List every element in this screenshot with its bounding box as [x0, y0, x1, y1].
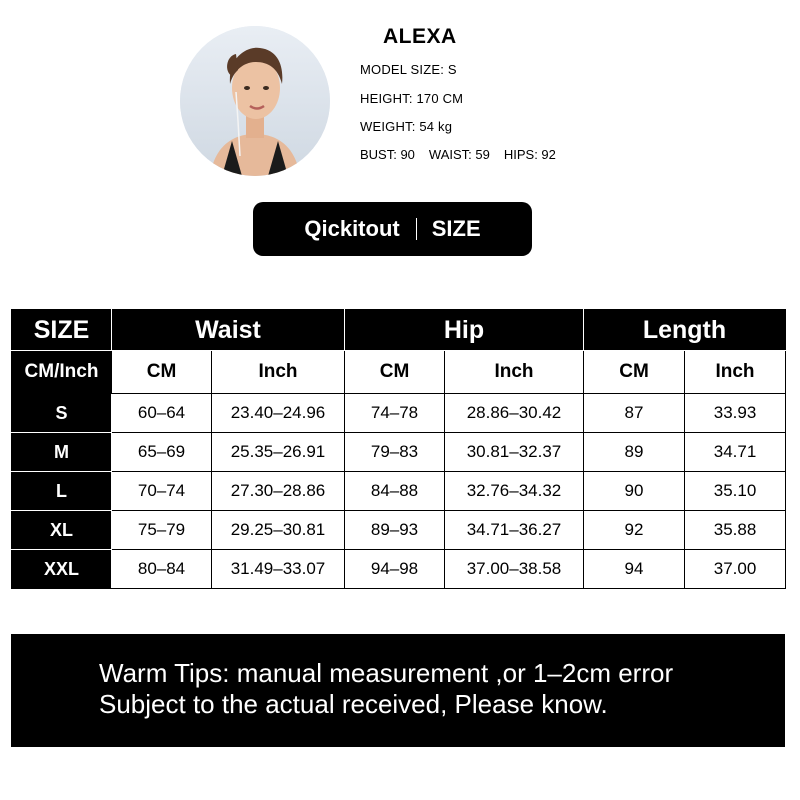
table-cell: 89–93: [345, 511, 445, 550]
table-cell: 75–79: [112, 511, 212, 550]
size-cell: S: [12, 394, 112, 433]
brand-banner: [253, 202, 532, 256]
table-cell: 74–78: [345, 394, 445, 433]
table-cell: 31.49–33.07: [212, 550, 345, 589]
waist-header: Waist: [112, 310, 345, 351]
model-measurements: [360, 147, 556, 162]
table-cell: 35.10: [685, 472, 786, 511]
unit-header: Inch: [212, 351, 345, 394]
table-row: [12, 550, 786, 589]
unit-row: [12, 351, 786, 394]
table-cell: 87: [584, 394, 685, 433]
warm-tips-banner: [11, 634, 785, 747]
table-row: [12, 394, 786, 433]
table-cell: 27.30–28.86: [212, 472, 345, 511]
tips-line-2: Subject to the actual received, Please know.: [99, 689, 608, 719]
model-weight: WEIGHT: 54 kg: [360, 119, 453, 134]
tips-line-1: Warm Tips: manual measurement ,or 1–2cm error: [99, 658, 674, 688]
model-name: ALEXA: [383, 25, 457, 48]
model-size: MODEL SIZE: S: [360, 62, 457, 77]
length-header: Length: [584, 310, 786, 351]
table-cell: 80–84: [112, 550, 212, 589]
table-cell: 92: [584, 511, 685, 550]
hip-header: Hip: [345, 310, 584, 351]
table-cell: 84–88: [345, 472, 445, 511]
table-row: [12, 433, 786, 472]
size-cell: XXL: [12, 550, 112, 589]
model-hips: HIPS: 92: [503, 147, 556, 162]
unit-header: CM: [112, 351, 212, 394]
table-cell: 32.76–34.32: [445, 472, 584, 511]
table-cell: 79–83: [345, 433, 445, 472]
model-height: HEIGHT: 170 CM: [360, 91, 464, 106]
table-cell: 89: [584, 433, 685, 472]
unit-header: CM: [584, 351, 685, 394]
model-bust: BUST: 90: [360, 147, 415, 162]
model-portrait-icon: [180, 26, 330, 176]
brand-divider: [416, 218, 417, 240]
unit-header: CM: [345, 351, 445, 394]
table-cell: 90: [584, 472, 685, 511]
model-waist: WAIST: 59: [428, 147, 490, 162]
table-cell: 25.35–26.91: [212, 433, 345, 472]
table-cell: 35.88: [685, 511, 786, 550]
table-cell: 30.81–32.37: [445, 433, 584, 472]
table-row: [12, 511, 786, 550]
unit-header: Inch: [445, 351, 584, 394]
size-chart-table: [11, 309, 786, 589]
table-cell: 37.00: [685, 550, 786, 589]
table-cell: 29.25–30.81: [212, 511, 345, 550]
table-cell: 34.71: [685, 433, 786, 472]
size-cell: XL: [12, 511, 112, 550]
table-row: [12, 472, 786, 511]
table-cell: 94: [584, 550, 685, 589]
size-cell: L: [12, 472, 112, 511]
model-photo: [180, 26, 330, 176]
table-cell: 70–74: [112, 472, 212, 511]
brand-name: Qickitout: [304, 216, 400, 241]
table-cell: 94–98: [345, 550, 445, 589]
brand-size-label: SIZE: [431, 216, 481, 241]
unit-row-label: CM/Inch: [12, 351, 112, 394]
table-cell: 33.93: [685, 394, 786, 433]
size-cell: M: [12, 433, 112, 472]
table-cell: 34.71–36.27: [445, 511, 584, 550]
unit-header: Inch: [685, 351, 786, 394]
corner-size-header: SIZE: [12, 310, 112, 351]
table-header-row: [12, 310, 786, 351]
table-cell: 37.00–38.58: [445, 550, 584, 589]
table-cell: 28.86–30.42: [445, 394, 584, 433]
table-cell: 23.40–24.96: [212, 394, 345, 433]
table-cell: 60–64: [112, 394, 212, 433]
table-cell: 65–69: [112, 433, 212, 472]
